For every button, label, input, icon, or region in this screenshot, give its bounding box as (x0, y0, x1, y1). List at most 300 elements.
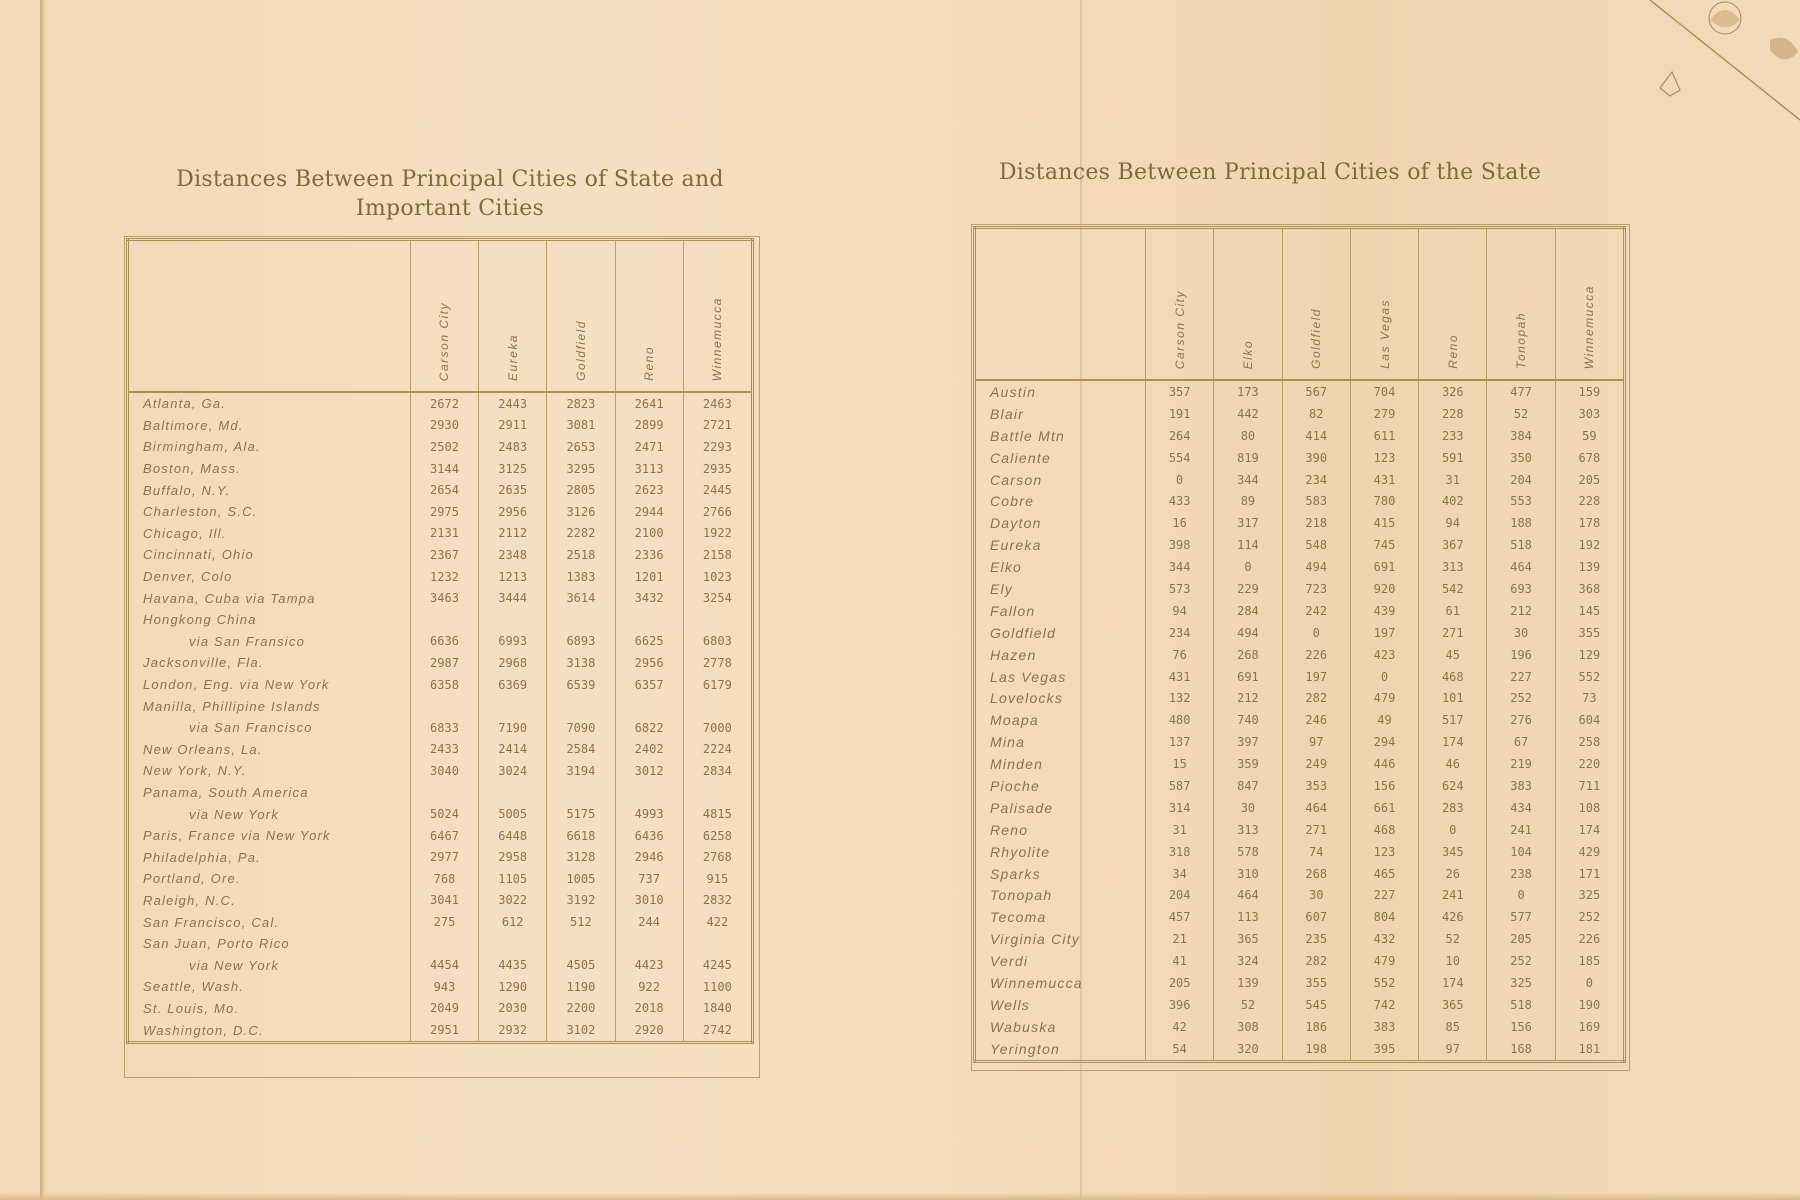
left-row-city-label: Manilla, Phillipine Islands (128, 695, 411, 717)
right-table-row (975, 380, 1625, 403)
left-distance-cell: 2654 (410, 479, 478, 501)
left-distance-cell (410, 609, 478, 631)
left-distance-cell: 3194 (547, 760, 615, 782)
left-row-city-label: Portland, Ore. (128, 868, 411, 890)
left-distance-cell: 3432 (615, 587, 683, 609)
right-distance-cell: 545 (1282, 994, 1350, 1016)
left-row-city-label: Hongkong China (128, 609, 411, 631)
right-distance-table (973, 226, 1626, 1063)
left-distance-cell: 1201 (615, 566, 683, 588)
right-row-city-label: Pioche (975, 775, 1146, 797)
right-distance-cell: 607 (1282, 906, 1350, 928)
right-distance-cell: 318 (1146, 841, 1214, 863)
right-distance-cell: 517 (1419, 709, 1487, 731)
left-table-row (128, 954, 753, 976)
right-distance-cell: 355 (1555, 622, 1624, 644)
right-distance-cell: 185 (1555, 950, 1624, 972)
left-row-city-label: Havana, Cuba via Tampa (128, 587, 411, 609)
right-distance-cell: 397 (1214, 731, 1282, 753)
left-distance-cell: 2030 (479, 998, 547, 1020)
left-row-city-label: Charleston, S.C. (128, 501, 411, 523)
left-distance-cell: 3125 (479, 458, 547, 480)
left-distance-cell: 2471 (615, 436, 683, 458)
left-table-row (128, 458, 753, 480)
left-distance-cell: 6625 (615, 631, 683, 653)
left-distance-cell: 2823 (547, 392, 615, 415)
right-distance-cell: 82 (1282, 403, 1350, 425)
left-distance-cell (547, 782, 615, 804)
left-col-header (410, 240, 478, 393)
right-distance-cell: 97 (1419, 1038, 1487, 1061)
left-row-city-label: Jacksonville, Fla. (128, 652, 411, 674)
left-distance-cell: 2968 (479, 652, 547, 674)
left-distance-cell: 2445 (683, 479, 752, 501)
right-distance-cell: 249 (1282, 753, 1350, 775)
left-table-row (128, 803, 753, 825)
left-distance-cell: 4993 (615, 803, 683, 825)
right-distance-cell: 384 (1487, 425, 1555, 447)
right-row-city-label: Battle Mtn (975, 425, 1146, 447)
right-row-city-label: Winnemucca (975, 972, 1146, 994)
left-distance-cell: 6357 (615, 674, 683, 696)
right-table-row (975, 753, 1625, 775)
left-distance-cell: 4505 (547, 954, 615, 976)
left-row-city-label: Buffalo, N.Y. (128, 479, 411, 501)
right-table-row (975, 622, 1625, 644)
right-row-city-label: Caliente (975, 447, 1146, 469)
left-row-city-label: New York, N.Y. (128, 760, 411, 782)
right-distance-cell: 101 (1419, 687, 1487, 709)
left-table-row (128, 998, 753, 1020)
right-distance-cell: 542 (1419, 578, 1487, 600)
left-col-header (547, 240, 615, 393)
left-distance-cell: 6618 (547, 825, 615, 847)
left-row-city-label: San Juan, Porto Rico (128, 933, 411, 955)
right-distance-cell: 464 (1487, 556, 1555, 578)
right-distance-cell: 198 (1282, 1038, 1350, 1061)
left-table-row (128, 652, 753, 674)
left-distance-cell (547, 695, 615, 717)
left-distance-cell: 244 (615, 911, 683, 933)
right-distance-cell: 186 (1282, 1016, 1350, 1038)
left-row-city-label: Chicago, Ill. (128, 523, 411, 545)
left-distance-cell (615, 695, 683, 717)
right-row-city-label: Moapa (975, 709, 1146, 731)
left-distance-cell: 3192 (547, 890, 615, 912)
right-distance-cell: 434 (1487, 797, 1555, 819)
right-row-city-label: Virginia City (975, 928, 1146, 950)
right-distance-cell: 0 (1487, 884, 1555, 906)
left-distance-cell: 6436 (615, 825, 683, 847)
left-row-city-label: Denver, Colo (128, 566, 411, 588)
right-distance-cell: 359 (1214, 753, 1282, 775)
right-distance-cell: 252 (1487, 950, 1555, 972)
left-table-row (128, 846, 753, 868)
left-col-header (683, 240, 752, 393)
left-col-label: Reno (642, 346, 657, 381)
right-table-row (975, 709, 1625, 731)
left-table-row (128, 868, 753, 890)
left-distance-cell: 2433 (410, 739, 478, 761)
left-distance-cell: 2282 (547, 523, 615, 545)
right-row-city-label: Lovelocks (975, 687, 1146, 709)
right-distance-cell: 268 (1282, 863, 1350, 885)
left-row-city-label: Baltimore, Md. (128, 415, 411, 437)
left-distance-cell: 6467 (410, 825, 478, 847)
right-distance-cell: 145 (1555, 600, 1624, 622)
right-distance-cell: 390 (1282, 447, 1350, 469)
right-table-row (975, 1038, 1625, 1061)
right-distance-cell: 284 (1214, 600, 1282, 622)
left-distance-cell: 2721 (683, 415, 752, 437)
left-distance-cell: 6822 (615, 717, 683, 739)
left-table-row (128, 566, 753, 588)
right-distance-cell: 139 (1214, 972, 1282, 994)
right-distance-cell: 94 (1419, 512, 1487, 534)
right-distance-cell: 355 (1282, 972, 1350, 994)
left-distance-cell: 2348 (479, 544, 547, 566)
left-distance-cell: 2049 (410, 998, 478, 1020)
left-distance-cell: 3463 (410, 587, 478, 609)
right-distance-cell: 271 (1419, 622, 1487, 644)
right-distance-cell: 173 (1214, 380, 1282, 403)
left-distance-cell: 2930 (410, 415, 478, 437)
right-distance-cell: 41 (1146, 950, 1214, 972)
right-table-row (975, 469, 1625, 491)
left-row-city-label: San Francisco, Cal. (128, 911, 411, 933)
right-distance-cell: 89 (1214, 490, 1282, 512)
right-distance-cell: 169 (1555, 1016, 1624, 1038)
right-distance-cell: 429 (1555, 841, 1624, 863)
right-distance-cell: 324 (1214, 950, 1282, 972)
right-distance-cell: 190 (1555, 994, 1624, 1016)
right-col-label: Tonopah (1514, 312, 1529, 369)
left-table-row (128, 825, 753, 847)
left-distance-cell: 6993 (479, 631, 547, 653)
right-table-row (975, 403, 1625, 425)
left-distance-cell: 2623 (615, 479, 683, 501)
left-distance-cell: 2920 (615, 1019, 683, 1042)
right-distance-cell: 108 (1555, 797, 1624, 819)
right-distance-cell: 431 (1350, 469, 1418, 491)
right-table-title: Distances Between Principal Cities of the State (998, 160, 1542, 185)
right-distance-cell: 219 (1487, 753, 1555, 775)
right-distance-cell: 242 (1282, 600, 1350, 622)
right-distance-cell: 691 (1214, 666, 1282, 688)
right-distance-cell: 218 (1282, 512, 1350, 534)
bottom-fold-edge (0, 1193, 1800, 1200)
right-distance-cell: 229 (1214, 578, 1282, 600)
left-row-city-label: via New York (128, 954, 411, 976)
right-distance-cell: 205 (1487, 928, 1555, 950)
right-distance-cell: 227 (1487, 666, 1555, 688)
right-distance-cell: 196 (1487, 644, 1555, 666)
left-distance-cell: 3126 (547, 501, 615, 523)
right-distance-cell: 320 (1214, 1038, 1282, 1061)
left-table-row (128, 544, 753, 566)
right-distance-cell: 415 (1350, 512, 1418, 534)
left-distance-cell: 612 (479, 911, 547, 933)
right-distance-cell: 432 (1350, 928, 1418, 950)
left-distance-cell: 1290 (479, 976, 547, 998)
left-distance-cell (410, 695, 478, 717)
left-distance-cell: 2483 (479, 436, 547, 458)
right-distance-cell: 258 (1555, 731, 1624, 753)
right-col-label: Reno (1445, 334, 1460, 369)
left-distance-cell: 1213 (479, 566, 547, 588)
right-distance-cell: 52 (1419, 928, 1487, 950)
right-distance-cell: 212 (1487, 600, 1555, 622)
right-table-row (975, 775, 1625, 797)
right-distance-cell: 433 (1146, 490, 1214, 512)
left-distance-cell (615, 782, 683, 804)
left-distance-cell (479, 609, 547, 631)
right-distance-cell: 30 (1487, 622, 1555, 644)
right-distance-cell: 552 (1555, 666, 1624, 688)
left-distance-cell (547, 609, 615, 631)
left-row-city-label: Cincinnati, Ohio (128, 544, 411, 566)
right-distance-cell: 554 (1146, 447, 1214, 469)
left-table-row (128, 911, 753, 933)
right-distance-cell: 0 (1146, 469, 1214, 491)
left-table-row (128, 782, 753, 804)
right-distance-cell: 174 (1555, 819, 1624, 841)
right-distance-cell: 353 (1282, 775, 1350, 797)
right-distance-cell: 156 (1487, 1016, 1555, 1038)
right-distance-cell: 357 (1146, 380, 1214, 403)
right-distance-cell: 468 (1419, 666, 1487, 688)
right-table-row (975, 1016, 1625, 1038)
right-distance-cell: 573 (1146, 578, 1214, 600)
left-row-city-label: Philadelphia, Pa. (128, 846, 411, 868)
right-distance-cell: 113 (1214, 906, 1282, 928)
left-row-city-label: London, Eng. via New York (128, 674, 411, 696)
left-distance-cell (683, 933, 752, 955)
right-distance-cell: 282 (1282, 687, 1350, 709)
left-distance-cell: 2778 (683, 652, 752, 674)
left-distance-cell: 6803 (683, 631, 752, 653)
right-distance-cell: 804 (1350, 906, 1418, 928)
right-distance-cell: 159 (1555, 380, 1624, 403)
right-distance-cell: 414 (1282, 425, 1350, 447)
right-distance-cell: 30 (1282, 884, 1350, 906)
left-distance-cell: 2977 (410, 846, 478, 868)
right-distance-cell: 317 (1214, 512, 1282, 534)
left-distance-cell: 2956 (615, 652, 683, 674)
right-distance-cell: 246 (1282, 709, 1350, 731)
right-distance-cell: 252 (1487, 687, 1555, 709)
right-distance-cell: 383 (1350, 1016, 1418, 1038)
right-distance-cell: 241 (1419, 884, 1487, 906)
right-distance-cell: 129 (1555, 644, 1624, 666)
left-distance-cell: 3041 (410, 890, 478, 912)
left-row-city-label: via San Fransico (128, 631, 411, 653)
left-table-row (128, 631, 753, 653)
right-distance-cell: 197 (1350, 622, 1418, 644)
right-distance-cell: 85 (1419, 1016, 1487, 1038)
left-distance-cell: 5024 (410, 803, 478, 825)
right-distance-cell: 181 (1555, 1038, 1624, 1061)
left-distance-cell (410, 933, 478, 955)
left-distance-cell: 2293 (683, 436, 752, 458)
right-table-row (975, 797, 1625, 819)
left-distance-cell: 3022 (479, 890, 547, 912)
left-distance-cell: 422 (683, 911, 752, 933)
left-row-city-label: Atlanta, Ga. (128, 392, 411, 415)
left-distance-cell: 1383 (547, 566, 615, 588)
right-row-city-label: Dayton (975, 512, 1146, 534)
right-distance-cell: 350 (1487, 447, 1555, 469)
left-distance-cell (547, 933, 615, 955)
right-distance-cell: 711 (1555, 775, 1624, 797)
left-distance-cell (410, 782, 478, 804)
right-distance-cell: 578 (1214, 841, 1282, 863)
left-distance-cell: 4245 (683, 954, 752, 976)
right-distance-cell: 171 (1555, 863, 1624, 885)
right-distance-cell: 46 (1419, 753, 1487, 775)
right-distance-cell: 104 (1487, 841, 1555, 863)
left-distance-cell: 768 (410, 868, 478, 890)
left-table-corner-cell (128, 240, 411, 393)
right-distance-cell: 780 (1350, 490, 1418, 512)
left-distance-cell: 1100 (683, 976, 752, 998)
map-corner-illustration (1620, 0, 1800, 160)
left-distance-cell: 6636 (410, 631, 478, 653)
right-distance-cell: 204 (1487, 469, 1555, 491)
right-table-row (975, 534, 1625, 556)
left-distance-cell: 943 (410, 976, 478, 998)
left-distance-cell: 2951 (410, 1019, 478, 1042)
left-col-header (615, 240, 683, 393)
right-distance-cell: 464 (1214, 884, 1282, 906)
right-row-city-label: Goldfield (975, 622, 1146, 644)
right-distance-cell: 59 (1555, 425, 1624, 447)
right-distance-cell: 205 (1146, 972, 1214, 994)
left-table-row (128, 587, 753, 609)
left-distance-cell: 2641 (615, 392, 683, 415)
left-distance-cell: 6539 (547, 674, 615, 696)
left-distance-cell: 3102 (547, 1019, 615, 1042)
left-table-row (128, 436, 753, 458)
left-distance-cell: 275 (410, 911, 478, 933)
right-distance-cell: 226 (1282, 644, 1350, 666)
right-row-city-label: Sparks (975, 863, 1146, 885)
left-distance-cell: 2502 (410, 436, 478, 458)
left-distance-cell: 2911 (479, 415, 547, 437)
right-table-row (975, 687, 1625, 709)
left-distance-cell: 2414 (479, 739, 547, 761)
left-distance-cell: 2768 (683, 846, 752, 868)
right-distance-cell: 42 (1146, 1016, 1214, 1038)
right-distance-cell: 313 (1419, 556, 1487, 578)
left-distance-cell: 2975 (410, 501, 478, 523)
right-distance-cell: 178 (1555, 512, 1624, 534)
right-distance-cell: 552 (1350, 972, 1418, 994)
right-distance-cell: 661 (1350, 797, 1418, 819)
right-row-city-label: Fallon (975, 600, 1146, 622)
left-row-city-label: via New York (128, 803, 411, 825)
right-distance-cell: 518 (1487, 994, 1555, 1016)
left-distance-cell: 7090 (547, 717, 615, 739)
right-distance-cell: 553 (1487, 490, 1555, 512)
left-row-city-label: Seattle, Wash. (128, 976, 411, 998)
right-table-row (975, 666, 1625, 688)
right-distance-cell: 80 (1214, 425, 1282, 447)
left-row-city-label: St. Louis, Mo. (128, 998, 411, 1020)
left-distance-cell: 3128 (547, 846, 615, 868)
right-distance-cell: 294 (1350, 731, 1418, 753)
right-distance-cell: 577 (1487, 906, 1555, 928)
right-distance-cell: 0 (1214, 556, 1282, 578)
right-distance-cell: 920 (1350, 578, 1418, 600)
left-distance-cell: 1840 (683, 998, 752, 1020)
right-distance-cell: 583 (1282, 490, 1350, 512)
left-table-row (128, 739, 753, 761)
left-distance-cell: 2944 (615, 501, 683, 523)
left-table-row (128, 609, 753, 631)
right-distance-cell: 678 (1555, 447, 1624, 469)
right-distance-cell: 431 (1146, 666, 1214, 688)
right-table-row (975, 994, 1625, 1016)
left-distance-cell: 3012 (615, 760, 683, 782)
left-table-row (128, 1019, 753, 1042)
right-distance-cell: 197 (1282, 666, 1350, 688)
right-distance-cell: 383 (1487, 775, 1555, 797)
right-distance-cell: 49 (1350, 709, 1418, 731)
right-row-city-label: Blair (975, 403, 1146, 425)
right-row-city-label: Yerington (975, 1038, 1146, 1061)
left-distance-cell: 2443 (479, 392, 547, 415)
right-distance-cell: 233 (1419, 425, 1487, 447)
right-distance-cell: 464 (1282, 797, 1350, 819)
right-distance-cell: 235 (1282, 928, 1350, 950)
right-distance-cell: 283 (1419, 797, 1487, 819)
left-row-city-label: New Orleans, La. (128, 739, 411, 761)
right-distance-cell: 395 (1350, 1038, 1418, 1061)
left-distance-cell: 2946 (615, 846, 683, 868)
right-distance-cell: 313 (1214, 819, 1282, 841)
right-table-body (975, 380, 1625, 1061)
left-distance-cell: 2131 (410, 523, 478, 545)
right-distance-cell: 368 (1555, 578, 1624, 600)
right-row-city-label: Elko (975, 556, 1146, 578)
left-table-row (128, 976, 753, 998)
right-distance-cell: 591 (1419, 447, 1487, 469)
left-distance-cell: 2956 (479, 501, 547, 523)
right-distance-cell: 0 (1282, 622, 1350, 644)
left-distance-cell: 2518 (547, 544, 615, 566)
right-distance-cell: 156 (1350, 775, 1418, 797)
right-row-city-label: Minden (975, 753, 1146, 775)
left-distance-cell (479, 782, 547, 804)
right-distance-cell: 740 (1214, 709, 1282, 731)
right-distance-cell: 15 (1146, 753, 1214, 775)
right-row-city-label: Mina (975, 731, 1146, 753)
right-table-row (975, 512, 1625, 534)
right-distance-cell: 398 (1146, 534, 1214, 556)
right-distance-cell: 21 (1146, 928, 1214, 950)
right-distance-cell: 611 (1350, 425, 1418, 447)
right-distance-cell: 518 (1487, 534, 1555, 556)
left-distance-cell: 2987 (410, 652, 478, 674)
right-distance-cell: 326 (1419, 380, 1487, 403)
left-distance-cell (683, 609, 752, 631)
right-distance-cell: 268 (1214, 644, 1282, 666)
right-distance-cell: 139 (1555, 556, 1624, 578)
left-distance-cell: 7190 (479, 717, 547, 739)
left-distance-cell: 1232 (410, 566, 478, 588)
left-fold-edge (40, 0, 46, 1200)
